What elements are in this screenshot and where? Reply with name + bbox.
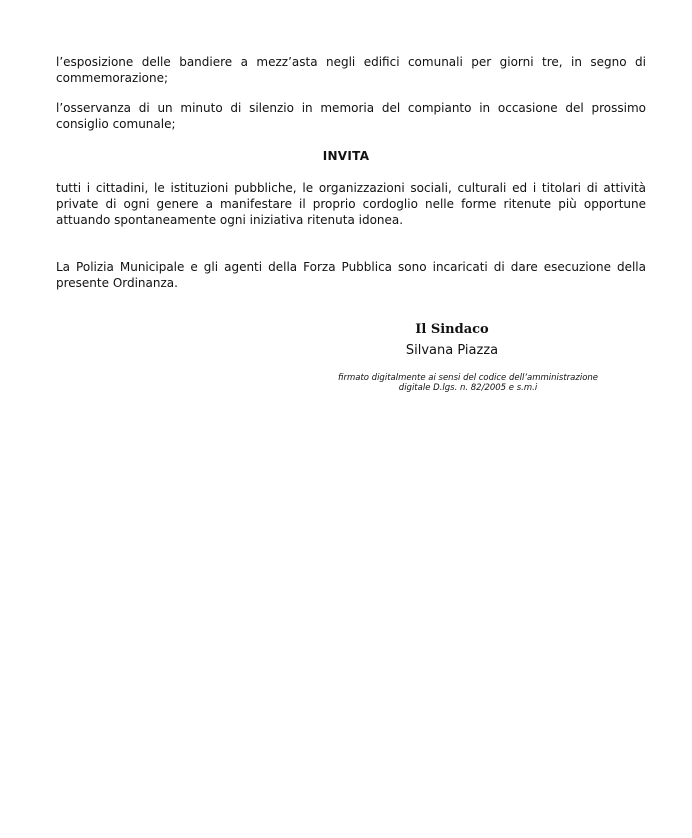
signature-name: Silvana Piazza [405, 343, 499, 358]
paragraph-invitation: tutti i cittadini, le istituzioni pubbliche, le organizzazioni sociali, culturali ed i titolari di attività private di ogni genere a manifestare il proprio cordoglio nelle forme ritenute più opportune attuando spontaneamente ogni iniziativa ritenuta idonea. [56, 181, 646, 227]
paragraph-enforcement: La Polizia Municipale e gli agenti della Forza Pubblica sono incaricati di dare esecuzione della presente Ordinanza. [56, 260, 646, 290]
section-heading-invita: INVITA [322, 149, 370, 163]
paragraph-flags-half-mast: l’esposizione delle bandiere a mezz’asta negli edifici comunali per giorni tre, in segno di commemorazione; [56, 55, 646, 85]
signature-title: Il Sindaco [415, 322, 489, 337]
digital-signature-note-line-1: firmato digitalmente ai sensi del codice dell’amministrazione [337, 373, 599, 383]
paragraph-minute-of-silence: l’osservanza di un minuto di silenzio in memoria del compianto in occasione del prossimo consiglio comunale; [56, 101, 646, 131]
digital-signature-note-line-2: digitale D.lgs. n. 82/2005 e s.m.i [398, 383, 538, 393]
digital-signature-note [300, 373, 636, 393]
